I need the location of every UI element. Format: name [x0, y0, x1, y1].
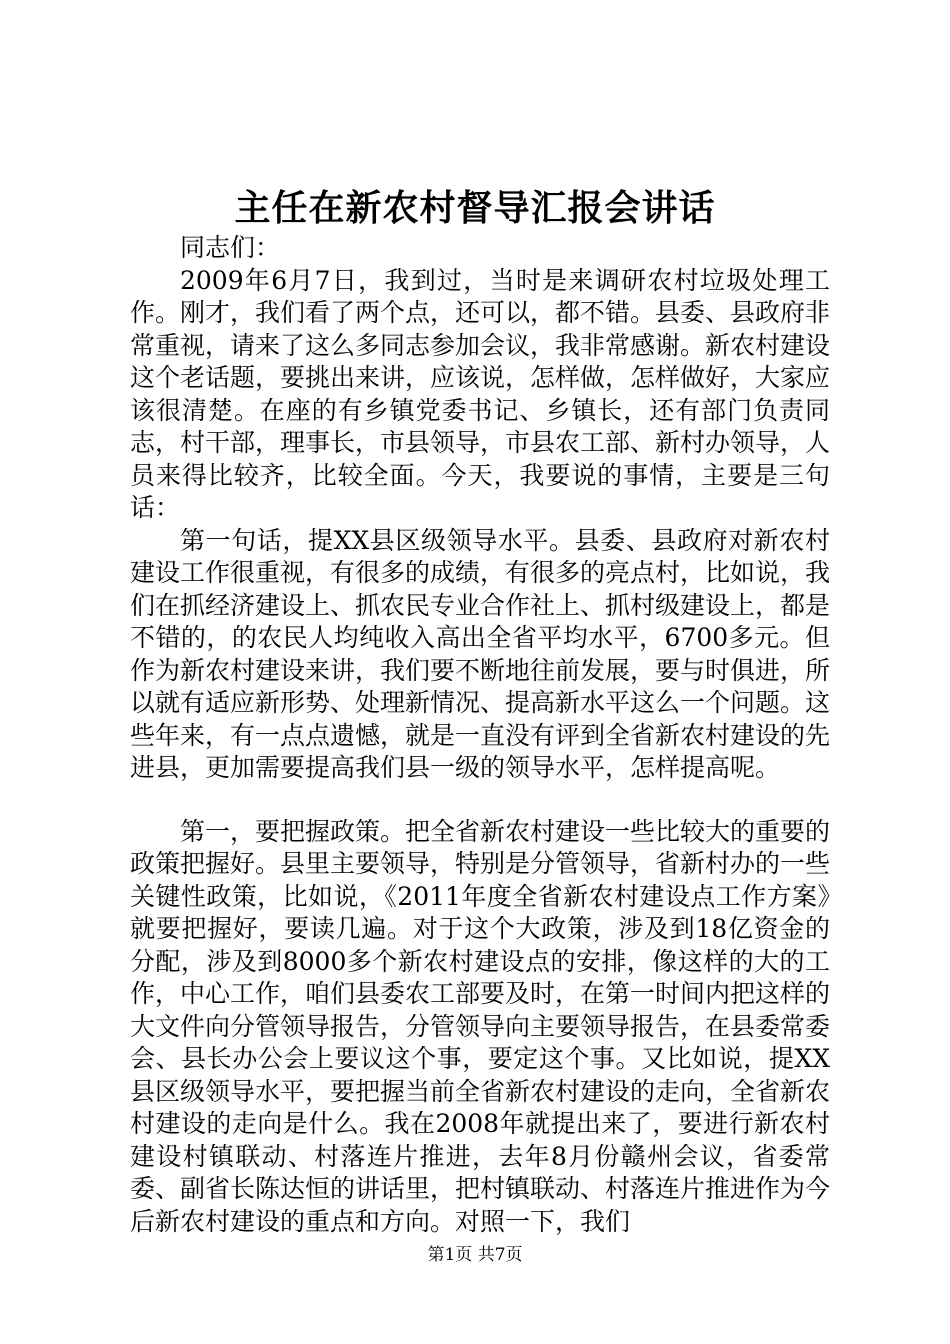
body-paragraph: 2009年6月7日，我到过，当时是来调研农村垃圾处理工作。刚才，我们看了两个点，还可以，都不错。县委、县政府非常重视，请来了这么多同志参加会议，我非常感谢。新农村建设这个老话题，要挑出来讲，应该说，怎样做，怎样做好，大家应该很清楚。在座的有乡镇党委书记、乡镇长，还有部门负责同志，村干部，理事长，市县领导，市县农工部、新村办领导，人员来得比较齐，比较全面。今天，我要说的事情，主要是三句话：: [130, 265, 831, 522]
document-title: 主任在新农村督导汇报会讲话: [234, 187, 716, 229]
document-body: [130, 232, 830, 1238]
page-number-footer: 第1页 共7页: [427, 1245, 523, 1265]
body-paragraph: 第一句话，提XX县区级领导水平。县委、县政府对新农村建设工作很重视，有很多的成绩，有很多的亮点村，比如说，我们在抓经济建设上、抓农民专业合作社上、抓村级建设上，都是不错的，的农民人均纯收入高出全省平均水平，6700多元。但作为新农村建设来讲，我们要不断地往前发展，要与时俱进，所以就有适应新形势、处理新情况、提高新水平这么一个问题。这些年来，有一点点遗憾，就是一直没有评到全省新农村建设的先进县，更加需要提高我们县一级的领导水平，怎样提高呢。: [130, 525, 831, 782]
salutation-paragraph: 同志们：: [180, 233, 281, 262]
paragraph-spacer: [130, 785, 830, 816]
body-paragraph: 第一，要把握政策。把全省新农村建设一些比较大的重要的政策把握好。县里主要领导，特别是分管领导，省新村办的一些关键性政策，比如说，《2011年度全省新农村建设点工作方案》就要把握好，要读几遍。对于这个大政策，涉及到18亿资金的分配，涉及到8000多个新农村建设点的安排，像这样的大的工作，中心工作，咱们县委农工部要及时，在第一时间内把这样的大文件向分管领导报告，分管领导向主要领导报告，在县委常委会、县长办公会上要议这个事，要定这个事。又比如说，提XX县区级领导水平，要把握当前全省新农村建设的走向，全省新农村建设的走向是什么。我在2008年就提出来了，要进行新农村建设村镇联动、村落连片推进，去年8月份赣州会议，省委常委、副省长陈达恒的讲话里，把村镇联动、村落连片推进作为今后新农村建设的重点和方向。对照一下，我们: [130, 816, 831, 1236]
